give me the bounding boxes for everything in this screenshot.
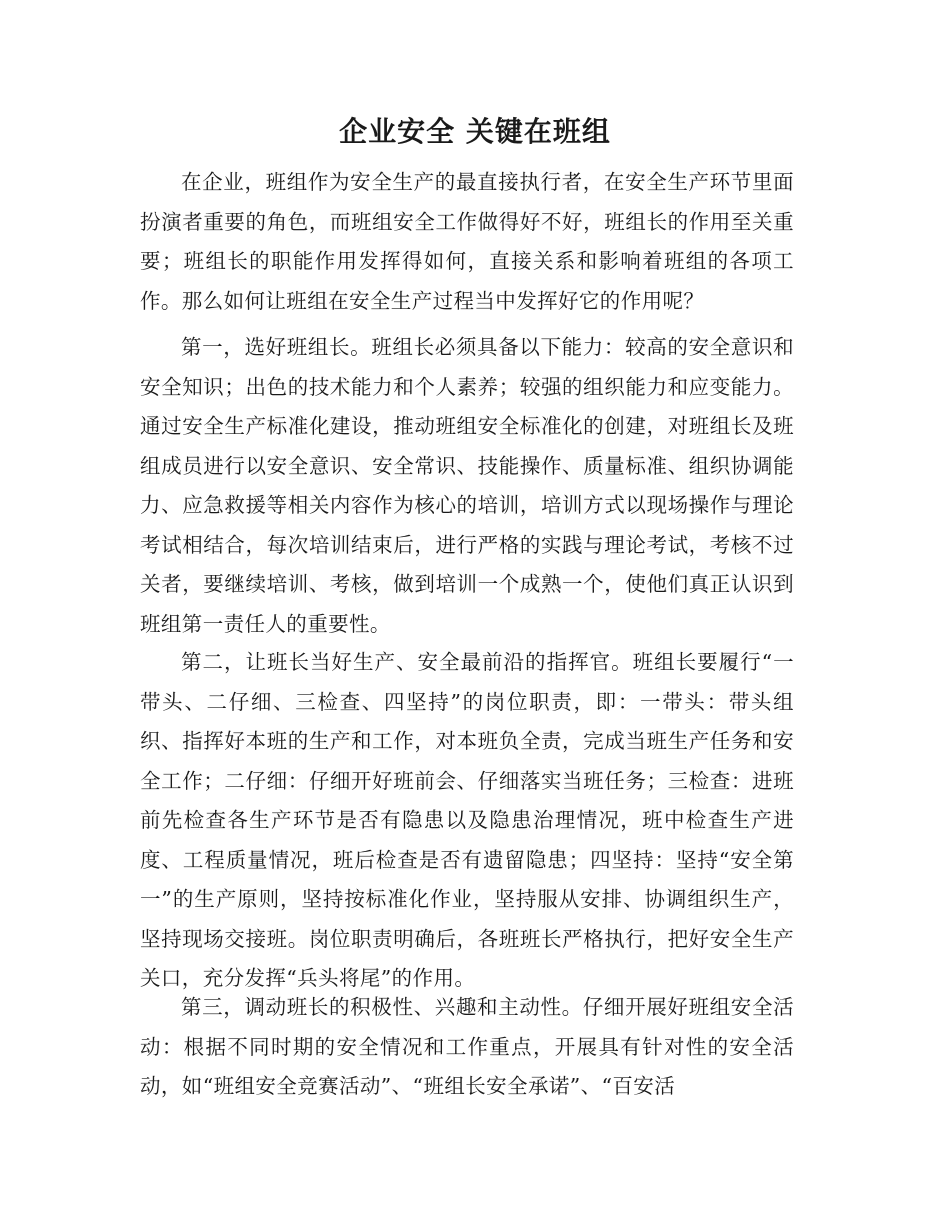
paragraph-first: 第一，选好班组长。班组长必须具备以下能力：较高的安全意识和安全知识；出色的技术能力和个人素养；较强的组织能力和应变能力。通过安全生产标准化建设，推动班组安全标准化的创建，对班组长及班组成员进行以安全意识、安全常识、技能操作、质量标准、组织协调能力、应急救援等相关内容作为核心的培训，培训方式以现场操作与理论考试相结合，每次培训结束后，进行严格的实践与理论考试，考核不过关者，要继续培训、考核，做到培训一个成熟一个，使他们真正认识到班组第一责任人的重要性。: [140, 335, 794, 636]
paragraph-second: 第二，让班长当好生产、安全最前沿的指挥官。班组长要履行“一带头、二仔细、三检查、四坚持”的岗位职责，即：一带头：带头组织、指挥好本班的生产和工作，对本班负全责，完成当班生产任务和安全工作；二仔细：仔细开好班前会、仔细落实当班任务；三检查：进班前先检查各生产环节是否有隐患以及隐患治理情况，班中检查生产进度、工程质量情况，班后检查是否有遗留隐患；四坚持：坚持“安全第一”的生产原则，坚持按标准化作业，坚持服从安排、协调组织生产，坚持现场交接班。岗位职责明确后，各班班长严格执行，把好安全生产关口，充分发挥“兵头将尾”的作用。: [140, 650, 794, 990]
document-title: 企业安全 关键在班组: [339, 115, 611, 148]
paragraph-intro: 在企业，班组作为安全生产的最直接执行者，在安全生产环节里面扮演者重要的角色，而班组安全工作做得好不好，班组长的作用至关重要；班组长的职能作用发挥得如何，直接关系和影响着班组的各项工作。那么如何让班组在安全生产过程当中发挥好它的作用呢？: [140, 170, 794, 313]
paragraph-third: 第三，调动班长的积极性、兴趣和主动性。仔细开展好班组安全活动：根据不同时期的安全情况和工作重点，开展具有针对性的安全活动，如“班组安全竞赛活动”、“班组长安全承诺”、“百安活: [140, 995, 794, 1098]
